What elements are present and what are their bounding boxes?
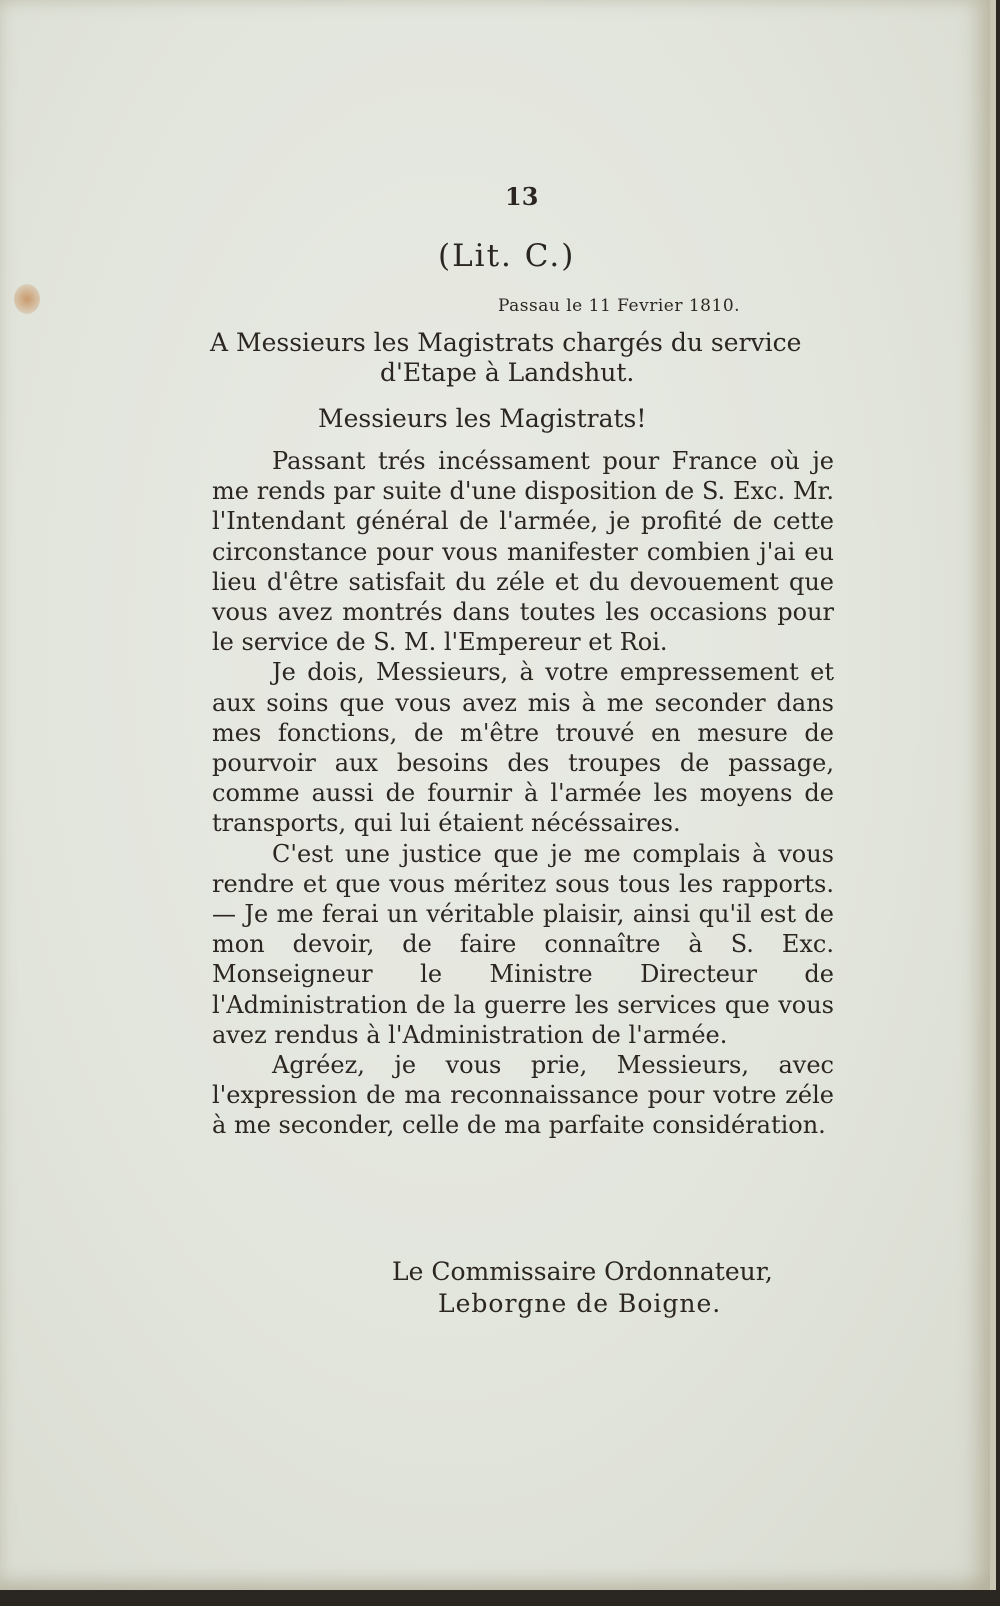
section-heading: (Lit. C.) [438,238,576,274]
letter-body [212,446,834,1141]
paragraph-2: Je dois, Messieurs, à votre empressement et aux soins que vous avez mis à me seconder dans mes fonctions, de m'être trouvé en mesure de pourvoir aux besoins des troupes de passage, comme aussi de fournir à l'armée les moyens de transports, qui lui étaient nécéssaires. [212,658,834,838]
page-number: 13 [505,182,539,211]
paper-stain [14,284,40,314]
addressee-line-2: d'Etape à Landshut. [380,358,635,387]
paragraph-3: C'est une justice que je me complais à vous rendre et que vous méritez sous tous les rapports. — Je me ferai un véritable plaisir, ainsi qu'il est de mon devoir, de faire connaître à S. Exc. Monseigneur le Ministre Directeur de l'Administration de la guerre les services que vous avez rendus à l'Administration de l'armée. [212,839,834,1049]
addressee-line-1: A Messieurs les Magistrats chargés du service [210,328,802,357]
salutation: Messieurs les Magistrats! [318,404,647,433]
dateline: Passau le 11 Fevrier 1810. [498,296,741,316]
addressee-block [210,328,830,388]
signature-block [392,1256,773,1320]
paragraph-4: Agréez, je vous prie, Messieurs, avec l'expression de ma reconnaissance pour votre zéle à me seconder, celle de ma parfaite considération. [212,1051,834,1140]
paragraph-1: Passant trés incéssament pour France où je me rends par suite d'une disposition de S. Exc. Mr. l'Intendant général de l'armée, je profité de cette circonstance pour vous manifester combien j'ai eu lieu d'être satisfait du zéle et du devouement que vous avez montrés dans toutes les occasions pour le service de S. M. l'Empereur et Roi. [212,447,834,657]
signature-name: Leborgne de Boigne. [438,1289,722,1318]
signature-title: Le Commissaire Ordonnateur, [392,1257,773,1286]
